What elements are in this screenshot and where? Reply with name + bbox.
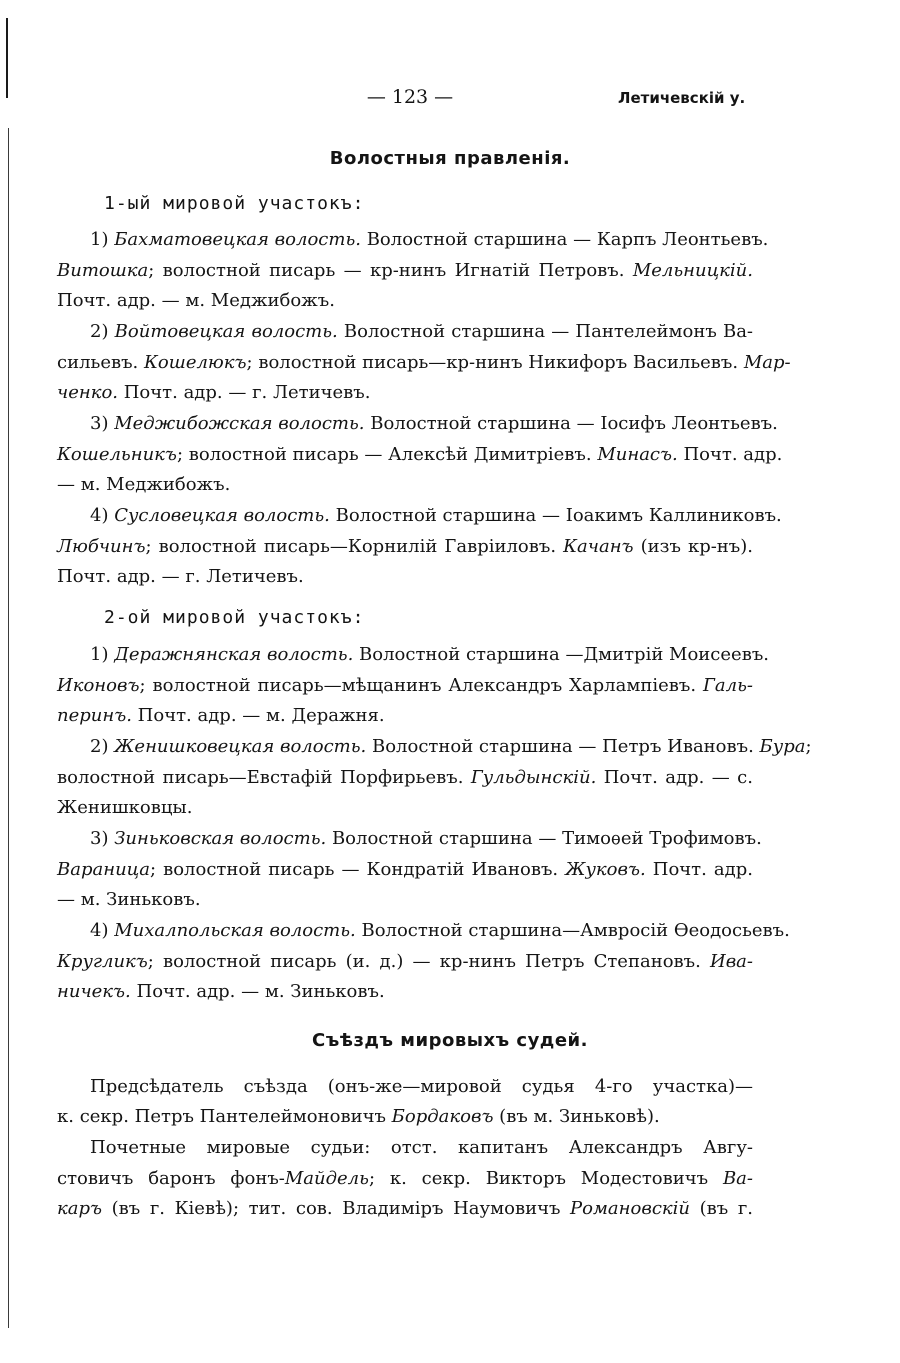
text-line: Витошка; волостной писарь — кр-нинъ Игнатій Петровъ. Мельницкій. — [57, 260, 753, 281]
text-line: Кругликъ; волостной писарь (и. д.) — кр-нинъ Петръ Степановъ. Ива- — [57, 951, 753, 972]
section-title-volost: Волостныя правленія. — [329, 148, 571, 169]
scan-left-edge — [0, 0, 14, 1363]
text-line: Предсѣдатель съѣзда (онъ-же—мировой судья 4-го участка)— — [90, 1076, 753, 1097]
text-line: каръ (въ г. Кіевѣ); тит. сов. Владиміръ Наумовичъ Романовскій (въ г. — [57, 1198, 753, 1219]
text-line: 4) Михалпольская волость. Волостной старшина—Амвросій Ѳеодосьевъ. — [90, 920, 790, 941]
text-line: Иконовъ; волостной писарь—мѣщанинъ Александръ Харлампіевъ. Галь- — [57, 675, 753, 696]
text-line: Вараница; волостной писарь — Кондратій Ивановъ. Жуковъ. Почт. адр. — [57, 859, 753, 880]
section-title-congress: Съѣздъ мировыхъ судей. — [311, 1030, 589, 1051]
subsection-1: 1-ый мировой участокъ: — [104, 193, 365, 214]
text-line: ченко. Почт. адр. — г. Летичевъ. — [57, 382, 371, 403]
subsection-2: 2-ой мировой участокъ: — [104, 607, 365, 628]
text-line: Любчинъ; волостной писарь—Корнилій Гавріиловъ. Качанъ (изъ кр-нъ). — [57, 536, 753, 557]
text-line: 1) Деражнянская волость. Волостной старшина —Дмитрій Моисеевъ. — [90, 644, 769, 665]
text-line: перинъ. Почт. адр. — м. Деражня. — [57, 705, 385, 726]
text-line: волостной писарь—Евстафій Порфирьевъ. Гульдынскій. Почт. адр. — с. — [57, 767, 753, 788]
text-line: 2) Женишковецкая волость. Волостной старшина — Петръ Ивановъ. Бура; — [90, 736, 812, 757]
text-line: Женишковцы. — [57, 797, 193, 818]
text-line: 3) Меджибожская волость. Волостной старшина — Іосифъ Леонтьевъ. — [90, 413, 778, 434]
running-header: Летичевскій у. — [618, 89, 746, 107]
text-line: к. секр. Петръ Пантелеймоновичъ Бордаковъ (въ м. Зиньковѣ). — [57, 1106, 660, 1127]
text-line: стовичъ баронъ фонъ-Майдель; к. секр. Викторъ Модестовичъ Ва- — [57, 1168, 753, 1189]
text-line: Почт. адр. — м. Меджибожъ. — [57, 290, 335, 311]
text-line: ничекъ. Почт. адр. — м. Зиньковъ. — [57, 981, 385, 1002]
text-line: 3) Зиньковская волость. Волостной старшина — Тимоѳей Трофимовъ. — [90, 828, 762, 849]
text-line: сильевъ. Кошелюкъ; волостной писарь—кр-нинъ Никифоръ Васильевъ. Мар- — [57, 352, 791, 373]
text-line: Кошельникъ; волостной писарь — Алексѣй Димитріевъ. Минасъ. Почт. адр. — [57, 444, 783, 465]
binding-line — [8, 128, 9, 1328]
text-line: 1) Бахматовецкая волость. Волостной старшина — Карпъ Леонтьевъ. — [90, 229, 769, 250]
text-line: 4) Сусловецкая волость. Волостной старшина — Іоакимъ Каллиниковъ. — [90, 505, 782, 526]
binding-line-top — [6, 18, 8, 98]
text-line: — м. Зиньковъ. — [57, 889, 201, 910]
text-line: 2) Войтовецкая волость. Волостной старшина — Пантелеймонъ Ва- — [90, 321, 754, 342]
text-line: Почт. адр. — г. Летичевъ. — [57, 566, 304, 587]
page-number: — 123 — — [366, 86, 454, 108]
text-line: Почетные мировые судьи: отст. капитанъ Александръ Авгу- — [90, 1137, 753, 1158]
text-line: — м. Меджибожъ. — [57, 474, 231, 495]
